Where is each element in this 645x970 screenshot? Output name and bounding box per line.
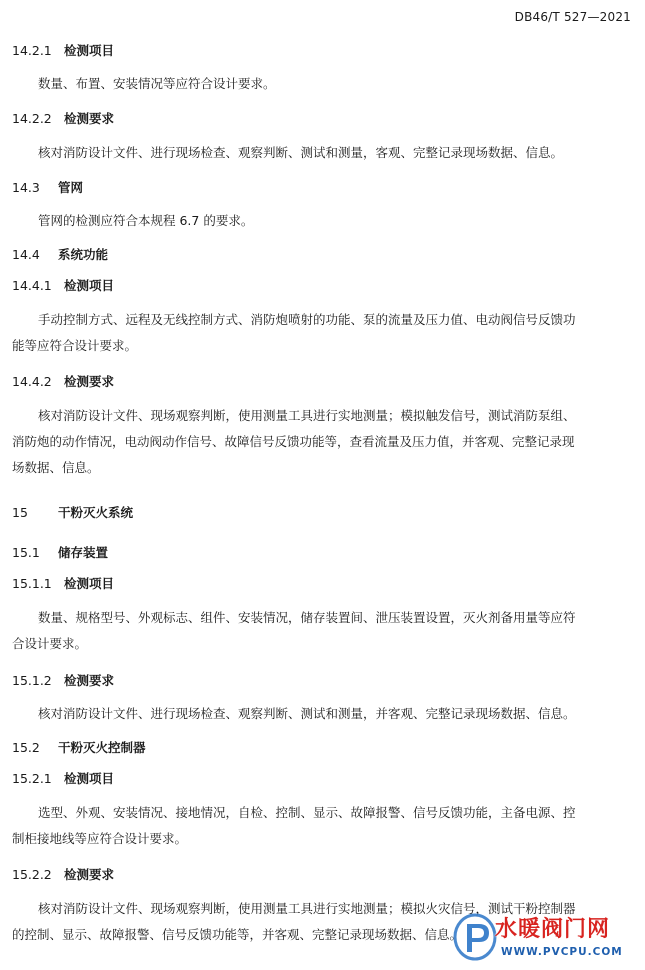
paragraph-line: 数量、规格型号、外观标志、组件、安装情况，储存装置间、泄压装置设置，灭火剂备用量等应符 <box>38 610 576 625</box>
paragraph <box>12 605 634 657</box>
paragraph-line: 管网的检测应符合本规程 6.7 的要求。 <box>38 213 254 228</box>
paragraph-line: 场数据、信息。 <box>12 460 100 475</box>
heading-15-1 <box>12 543 108 561</box>
watermark-url: WWW.PVCPU.COM <box>501 946 623 958</box>
paragraph-line: 数量、布置、安装情况等应符合设计要求。 <box>38 76 276 91</box>
paragraph <box>12 208 634 234</box>
section-number: 14.2.2 <box>12 111 52 126</box>
paragraph-line: 选型、外观、安装情况、接地情况，自检、控制、显示、故障报警、信号反馈功能，主备电源、控 <box>38 805 576 820</box>
paragraph-line: 能等应符合设计要求。 <box>12 338 138 353</box>
section-title: 储存装置 <box>58 545 109 560</box>
heading-14-4-1 <box>12 276 114 294</box>
document-code: DB46/T 527—2021 <box>514 10 631 24</box>
section-title: 管网 <box>58 180 84 195</box>
heading-15-2 <box>12 738 146 756</box>
paragraph <box>12 701 634 727</box>
section-title: 检测要求 <box>64 111 115 126</box>
section-number: 14.4 <box>12 247 40 262</box>
section-title: 检测项目 <box>64 278 115 293</box>
section-title: 检测要求 <box>64 374 115 389</box>
heading-15-1-2 <box>12 671 114 689</box>
section-title: 检测项目 <box>64 43 115 58</box>
paragraph-line: 制柜接地线等应符合设计要求。 <box>12 831 188 846</box>
heading-15 <box>12 503 133 521</box>
section-number: 15.2.1 <box>12 771 52 786</box>
heading-14-2-1 <box>12 41 114 59</box>
p-logo-icon <box>451 912 499 962</box>
site-watermark <box>451 910 639 966</box>
section-title: 检测项目 <box>64 771 115 786</box>
heading-14-4 <box>12 245 108 263</box>
paragraph-line: 核对消防设计文件、进行现场检查、观察判断、测试和测量，并客观、完整记录现场数据、信息。 <box>38 706 576 721</box>
heading-15-1-1 <box>12 574 114 592</box>
section-number: 15.1 <box>12 545 40 560</box>
section-number: 15.2.2 <box>12 867 52 882</box>
section-title: 检测项目 <box>64 576 115 591</box>
section-number: 15.1.2 <box>12 673 52 688</box>
paragraph-line: 核对消防设计文件、进行现场检查、观察判断、测试和测量，客观、完整记录现场数据、信息。 <box>38 145 564 160</box>
paragraph <box>12 800 634 852</box>
paragraph <box>12 403 634 481</box>
paragraph-line: 合设计要求。 <box>12 636 88 651</box>
watermark-title: 水暖阀门网 <box>495 917 611 942</box>
paragraph <box>12 307 634 359</box>
section-number: 14.3 <box>12 180 40 195</box>
section-title: 系统功能 <box>58 247 109 262</box>
paragraph-line: 消防炮的动作情况，电动阀动作信号、故障信号反馈功能等，查看流量及压力值，并客观、完整记录现 <box>12 434 575 449</box>
section-number: 14.4.1 <box>12 278 52 293</box>
section-number: 14.2.1 <box>12 43 52 58</box>
paragraph-line: 核对消防设计文件、现场观察判断，使用测量工具进行实地测量；模拟火灾信号，测试干粉控制器 <box>38 901 576 916</box>
heading-15-2-1 <box>12 769 114 787</box>
section-number: 14.4.2 <box>12 374 52 389</box>
section-number: 15 <box>12 505 28 520</box>
heading-14-4-2 <box>12 372 114 390</box>
paragraph-line: 核对消防设计文件、现场观察判断，使用测量工具进行实地测量；模拟触发信号，测试消防泵组、 <box>38 408 576 423</box>
section-title: 干粉灭火控制器 <box>58 740 146 755</box>
section-number: 15.2 <box>12 740 40 755</box>
paragraph-line: 手动控制方式、远程及无线控制方式、消防炮喷射的功能、泵的流量及压力值、电动阀信号反馈功 <box>38 312 576 327</box>
section-number: 15.1.1 <box>12 576 52 591</box>
paragraph-line: 的控制、显示、故障报警、信号反馈功能等，并客观、完整记录现场数据、信息。 <box>12 927 463 942</box>
section-title: 检测要求 <box>64 673 115 688</box>
section-title: 干粉灭火系统 <box>58 505 134 520</box>
paragraph <box>12 71 634 97</box>
section-title: 检测要求 <box>64 867 115 882</box>
heading-15-2-2 <box>12 865 114 883</box>
heading-14-3 <box>12 178 83 196</box>
paragraph <box>12 140 634 166</box>
heading-14-2-2 <box>12 109 114 127</box>
